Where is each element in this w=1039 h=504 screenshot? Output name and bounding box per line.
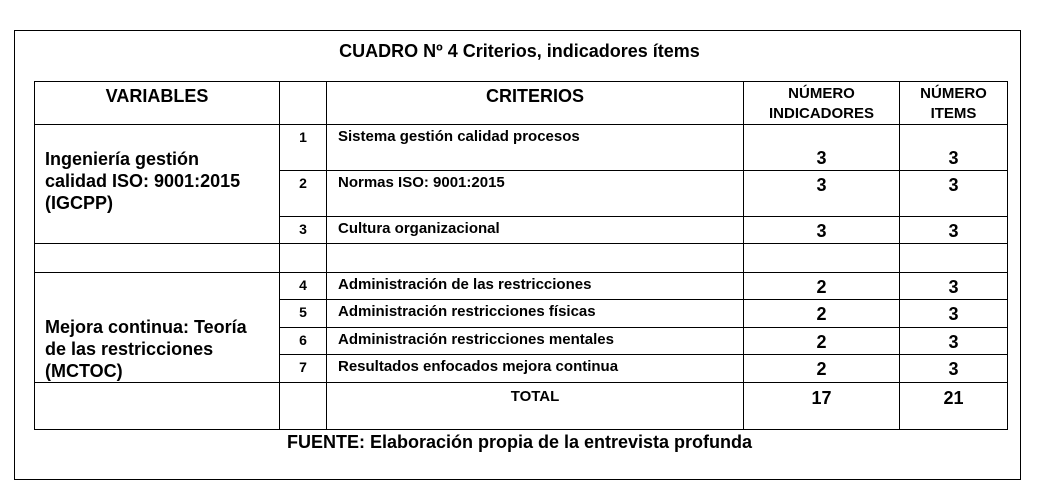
row-number: 4	[280, 273, 327, 300]
items-cell: 3	[900, 217, 1008, 244]
header-num-indicadores	[744, 82, 900, 125]
empty-cell	[744, 244, 900, 273]
criterio-cell: Administración restricciones físicas	[327, 300, 744, 328]
empty-cell	[280, 244, 327, 273]
empty-cell	[35, 383, 280, 430]
header-num-indicadores-line1: NÚMERO	[788, 85, 855, 102]
total-indicadores: 17	[744, 383, 900, 430]
total-row	[35, 383, 1008, 430]
criterio-cell: Cultura organizacional	[327, 217, 744, 244]
items-cell: 3	[900, 328, 1008, 355]
row-number: 2	[280, 171, 327, 217]
variable-cell-mctoc	[35, 273, 280, 383]
items-cell: 3	[900, 171, 1008, 217]
indicadores-cell: 2	[744, 273, 900, 300]
items-cell: 3	[900, 355, 1008, 383]
header-variables: VARIABLES	[35, 82, 280, 125]
table-row	[35, 273, 1008, 300]
criterio-cell: Normas ISO: 9001:2015	[327, 171, 744, 217]
variable-line: (IGCPP)	[45, 193, 114, 213]
variable-cell-igcpp	[35, 125, 280, 244]
indicadores-cell: 3	[744, 217, 900, 244]
variable-line: calidad ISO: 9001:2015	[45, 171, 241, 191]
row-number: 5	[280, 300, 327, 328]
row-number: 3	[280, 217, 327, 244]
header-num-items-line1: NÚMERO	[920, 85, 987, 102]
row-number: 7	[280, 355, 327, 383]
row-number: 1	[280, 125, 327, 171]
criterio-cell: Sistema gestión calidad procesos	[327, 125, 744, 171]
empty-cell	[327, 244, 744, 273]
header-criterios: CRITERIOS	[327, 82, 744, 125]
indicadores-cell: 2	[744, 300, 900, 328]
variable-line: Ingeniería gestión	[45, 149, 200, 169]
row-number: 6	[280, 328, 327, 355]
header-num-items	[900, 82, 1008, 125]
table-row	[35, 125, 1008, 171]
variable-line: Mejora continua: Teoría	[45, 317, 247, 337]
indicadores-cell: 2	[744, 328, 900, 355]
variable-line: de las restricciones	[45, 339, 214, 359]
criterio-cell: Resultados enfocados mejora continua	[327, 355, 744, 383]
header-number-empty	[280, 82, 327, 125]
criterio-cell: Administración de las restricciones	[327, 273, 744, 300]
variable-line: (MCTOC)	[45, 361, 123, 381]
empty-cell	[35, 244, 280, 273]
empty-row	[35, 244, 1008, 273]
header-num-items-line2: ITEMS	[930, 105, 977, 122]
table-title: CUADRO Nº 4 Criterios, indicadores ítems	[339, 41, 700, 61]
empty-cell	[280, 383, 327, 430]
empty-cell	[900, 244, 1008, 273]
criterio-cell: Administración restricciones mentales	[327, 328, 744, 355]
criteria-table	[34, 81, 1008, 430]
items-cell: 3	[900, 125, 1008, 171]
items-cell: 3	[900, 273, 1008, 300]
indicadores-cell: 2	[744, 355, 900, 383]
items-cell: 3	[900, 300, 1008, 328]
total-items: 21	[900, 383, 1008, 430]
source-footer: FUENTE: Elaboración propia de la entrevista profunda	[286, 432, 753, 452]
total-label: TOTAL	[327, 383, 744, 430]
indicadores-cell: 3	[744, 125, 900, 171]
header-row	[35, 82, 1008, 125]
indicadores-cell: 3	[744, 171, 900, 217]
header-num-indicadores-line2: INDICADORES	[768, 105, 874, 122]
